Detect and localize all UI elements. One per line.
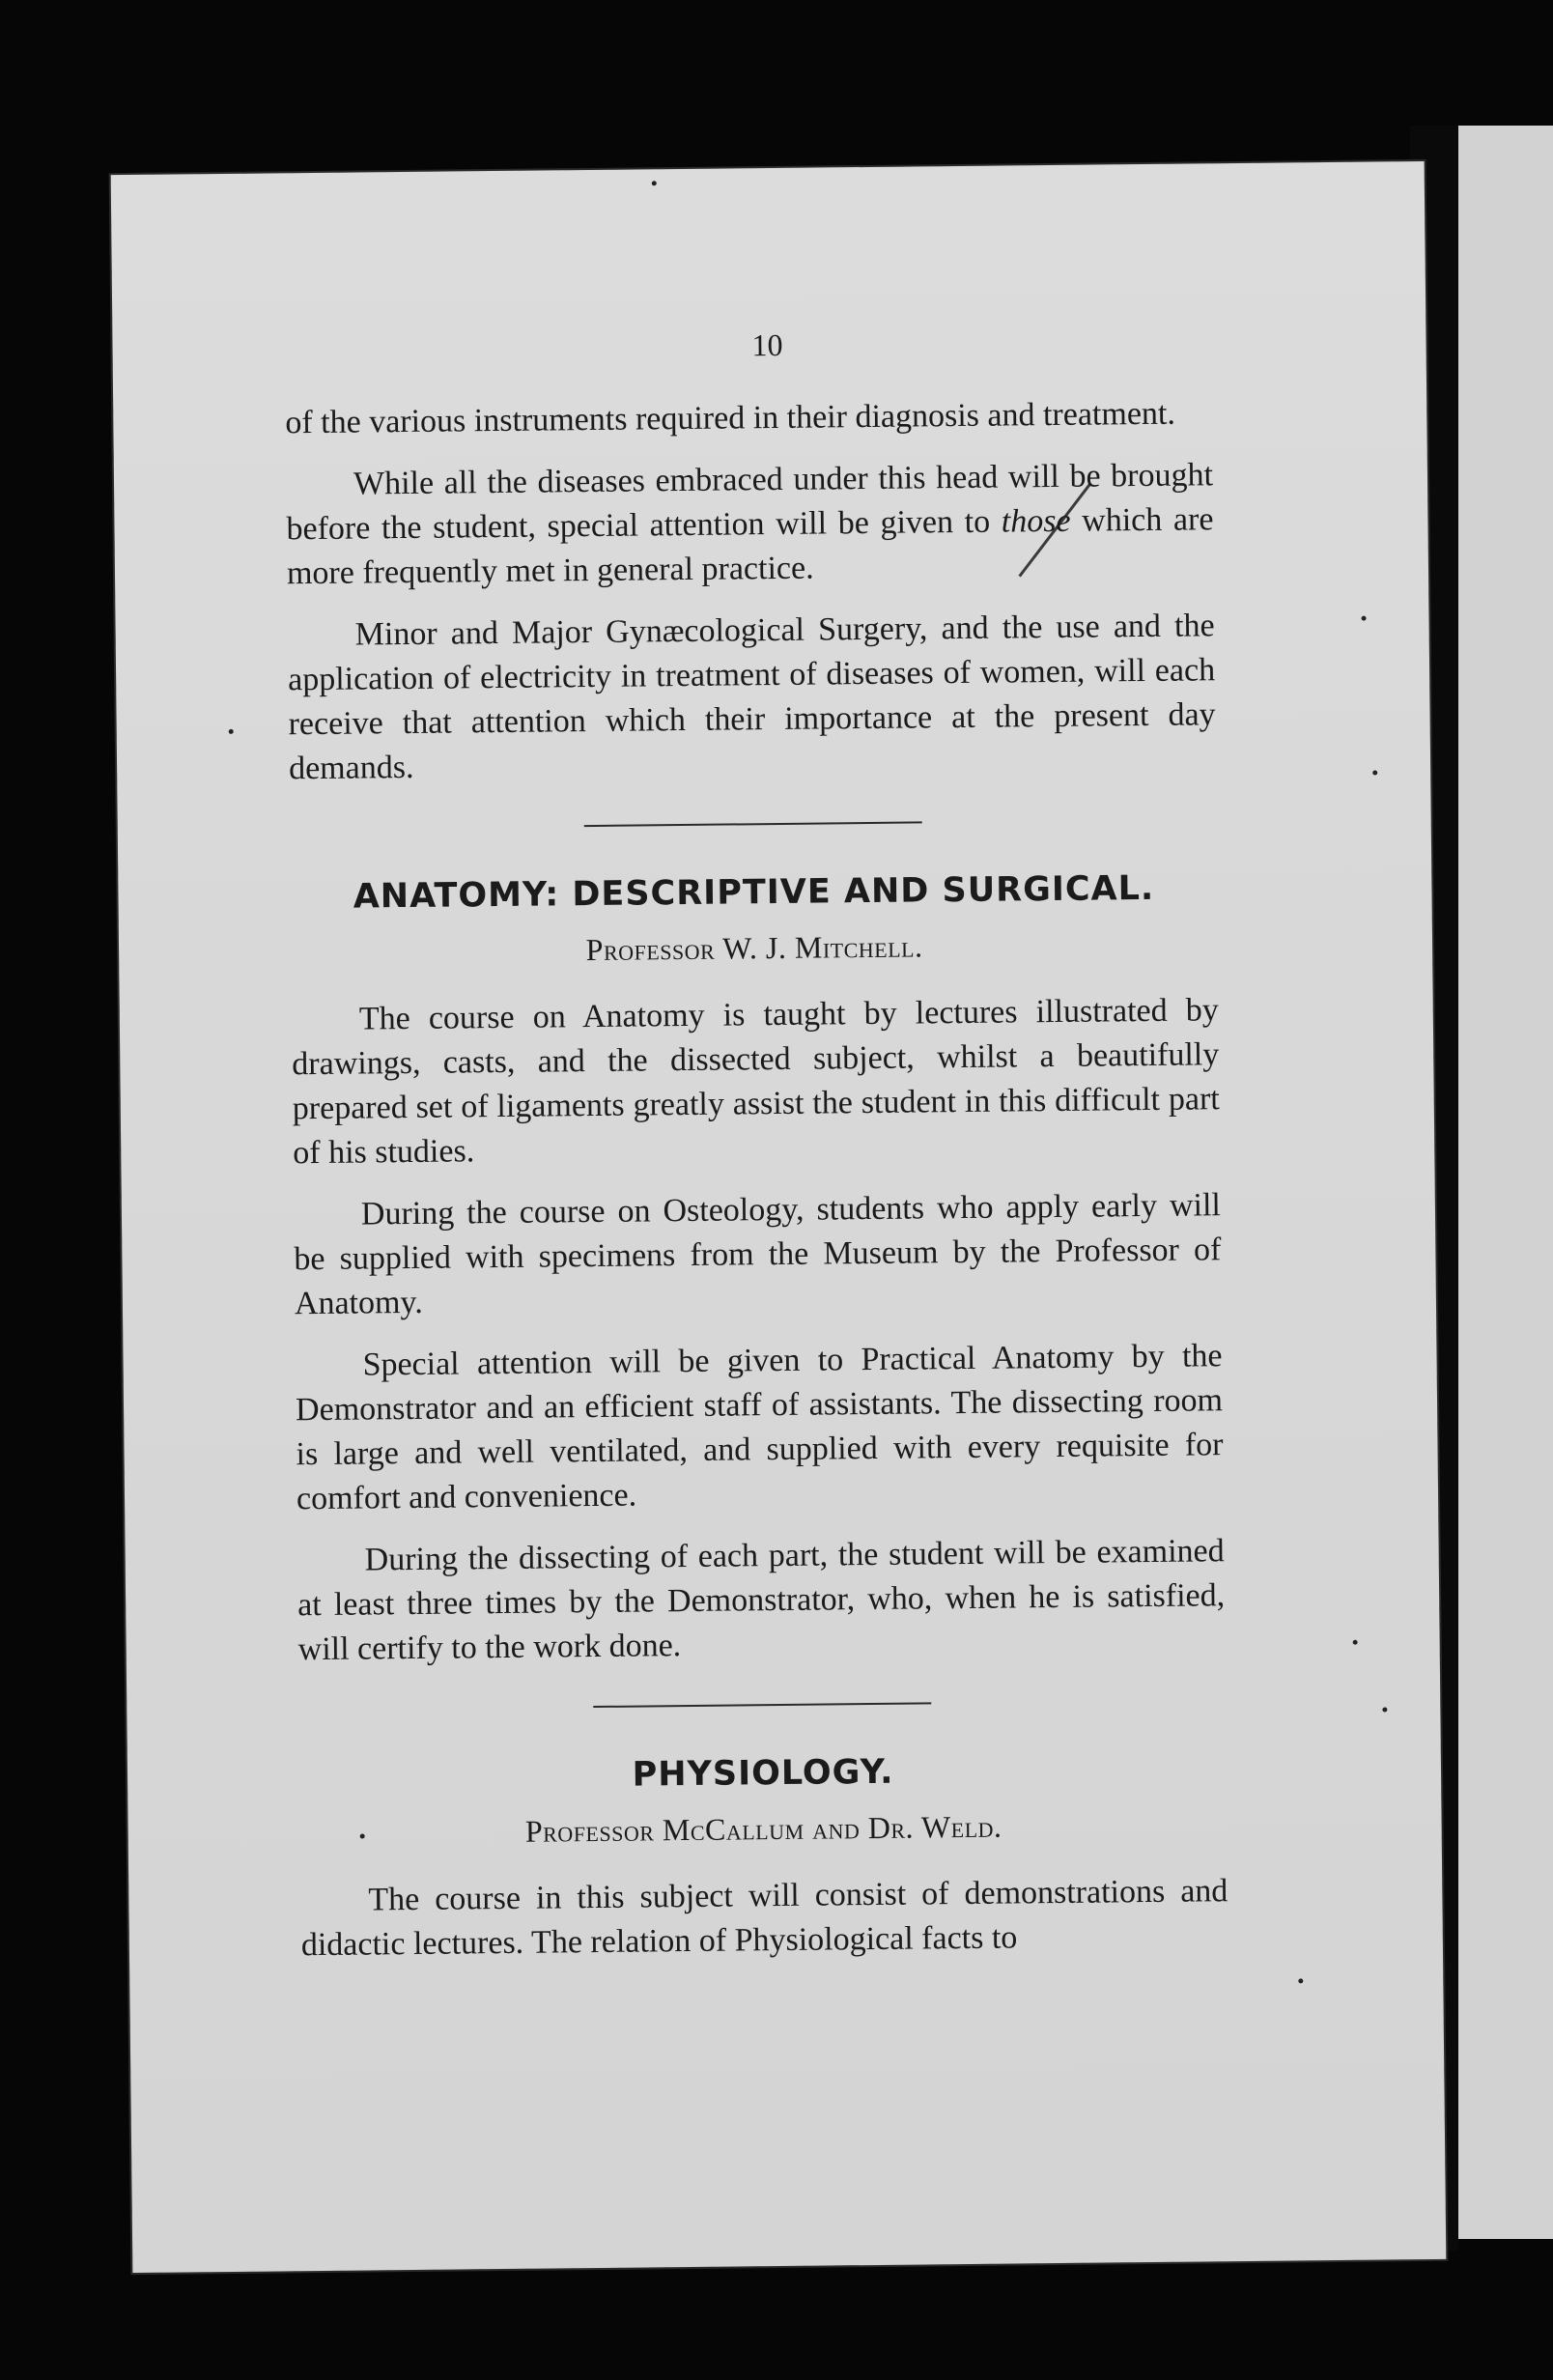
gynaecology-paragraph-1	[286, 453, 1214, 596]
speck	[1362, 616, 1367, 621]
anatomy-heading: ANATOMY: DESCRIPTIVE AND SURGICAL.	[353, 868, 1155, 917]
anatomy-professor: Professor W. J. Mitchell.	[585, 928, 923, 968]
speck	[1353, 1640, 1358, 1645]
anatomy-paragraph-2: During the course on Osteology, students who apply early will be supplied with specimens from the Museum by the Professor of Anatomy.	[294, 1187, 1222, 1322]
anatomy-paragraph-3: Special attention will be given to Practical Anatomy by the Demonstrator and an efficient staff of assistants. The dissecting room is large and well ventilated, and supplied with every requisite for comfort and convenience.	[295, 1338, 1224, 1517]
gynaecology-paragraph-2: Minor and Major Gynæcological Surgery, and the use and the application of electricity in treatment of diseases of women, will each receive that attention which their importance at the present day demands.	[287, 608, 1216, 787]
speck	[1298, 1978, 1303, 1983]
continued-paragraph: of the various instruments required in their diagnosis and treatment.	[285, 395, 1176, 441]
adjacent-page-edge	[1458, 126, 1553, 2239]
emphasized-word: those	[1001, 502, 1071, 540]
section-divider	[593, 1702, 931, 1708]
speck	[1382, 1707, 1387, 1712]
anatomy-paragraph-4: During the dissecting of each part, the student will be examined at least three times by the Demonstrator, who, when he is satisfied, will certify to the work done.	[296, 1533, 1226, 1668]
paragraph-text: While all the diseases embraced under this head will be brought before the student, special attention will be given to	[286, 457, 1214, 548]
physiology-heading: PHYSIOLOGY.	[632, 1752, 894, 1795]
page-number: 10	[751, 326, 783, 363]
section-divider	[584, 821, 922, 827]
document-page	[111, 161, 1447, 2273]
speck	[652, 181, 657, 185]
physiology-professor: Professor McCallum and Dr. Weld.	[524, 1808, 1002, 1849]
physiology-paragraph-1: The course in this subject will consist of demonstrations and didactic lectures. The relation of Physiological facts to	[300, 1873, 1228, 1964]
page-text	[284, 318, 1228, 1985]
anatomy-paragraph-1: The course on Anatomy is taught by lectures illustrated by drawings, casts, and the dissected subject, whilst a beautifully prepared set of ligaments greatly assist the student in this difficult part of his studies.	[292, 992, 1220, 1172]
speck	[229, 729, 234, 734]
paragraph-text: which are more frequently met in general practice.	[286, 501, 1214, 592]
speck	[1372, 770, 1377, 775]
scan-specks	[111, 161, 1425, 175]
